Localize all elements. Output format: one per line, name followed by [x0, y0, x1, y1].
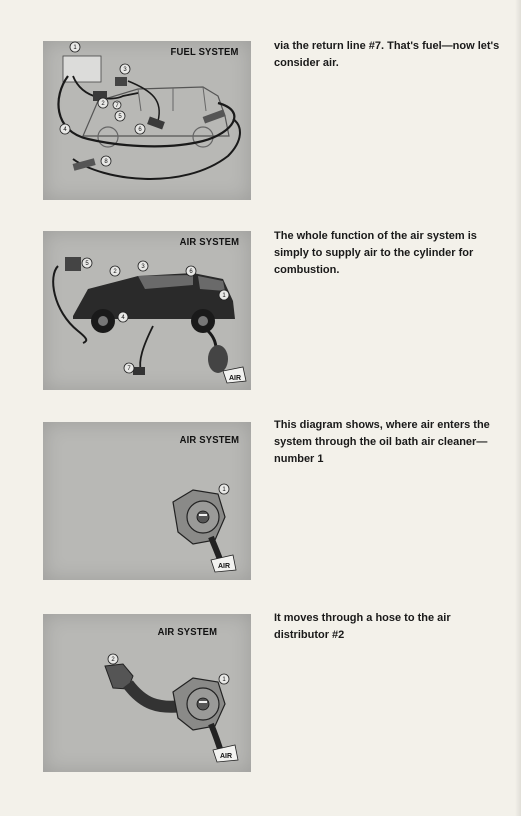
air-overview-callout-2: 2: [113, 269, 117, 275]
fuel-callout-3: 3: [123, 67, 127, 73]
air-overview-callout-7: 7: [127, 366, 131, 372]
caption-air-system-function: The whole function of the air system is simply to supply air to the cylinder for combustion.: [274, 230, 477, 276]
fuel-callout-6: 6: [138, 127, 142, 133]
fuel-system-diagram: [43, 41, 251, 200]
caption-fuel-return-line: via the return line #7. That's fuel—now let's consider air.: [274, 40, 500, 69]
air-overview-callout-4: 4: [121, 315, 125, 321]
air-tag-label-2: AIR: [229, 375, 242, 382]
air-cleaner-diagram: [43, 422, 251, 580]
fuel-callout-7: 7: [115, 103, 119, 109]
fuel-system-title: FUEL SYSTEM: [171, 46, 239, 58]
air-distributor-callout-1: 1: [222, 677, 226, 683]
fuel-callout-8: 8: [104, 159, 108, 165]
air-distributor-diagram: [43, 614, 251, 772]
air-system-title-overview: AIR SYSTEM: [179, 236, 239, 248]
fuel-system-illustration: [43, 41, 251, 200]
air-cleaner-callout-1: 1: [222, 487, 226, 493]
air-overview-callout-5: 5: [85, 261, 89, 267]
caption-hose-to-distributor: It moves through a hose to the air distributor #2: [274, 612, 451, 641]
air-overview-callout-3: 3: [141, 264, 145, 270]
air-system-title-cleaner: AIR SYSTEM: [179, 434, 239, 446]
air-system-overview-diagram: [43, 231, 251, 390]
air-tag-label-3: AIR: [218, 563, 231, 570]
air-system-overview-illustration: [43, 231, 251, 390]
air-system-title-distributor: AIR SYSTEM: [157, 626, 217, 638]
air-distributor-illustration: [43, 614, 251, 772]
caption-air-enters-cleaner: This diagram shows, where air enters the system through the oil bath air cleaner—number 1: [274, 419, 490, 465]
fuel-callout-5: 5: [118, 114, 122, 120]
fuel-callout-2: 2: [101, 101, 105, 107]
air-overview-callout-6: 6: [189, 269, 193, 275]
air-overview-callout-1: 1: [222, 293, 226, 299]
air-tag-label-4: AIR: [220, 753, 233, 760]
air-distributor-callout-2: 2: [111, 657, 115, 663]
fuel-callout-1: 1: [73, 45, 77, 51]
page-edge-shadow: [515, 0, 521, 816]
fuel-callout-4: 4: [63, 127, 67, 133]
